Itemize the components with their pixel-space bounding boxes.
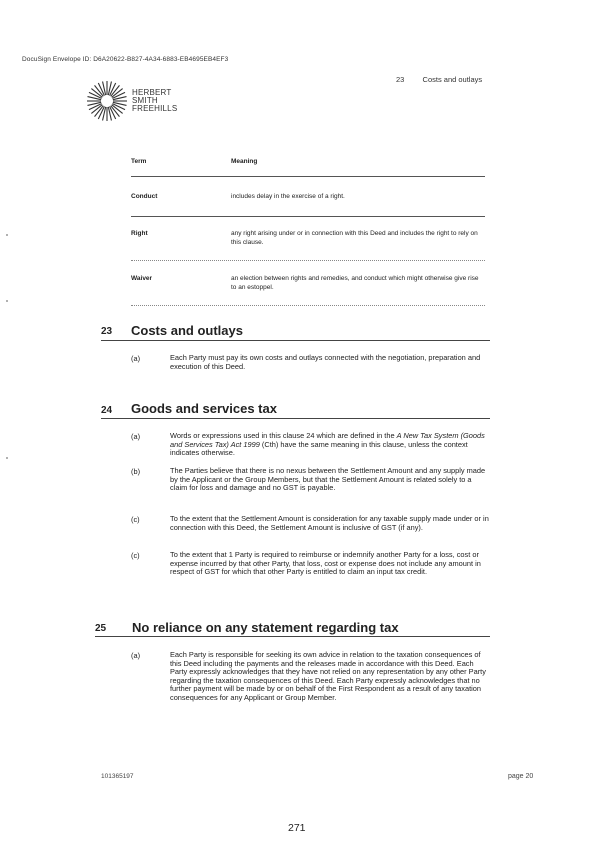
meaning-header: Meaning <box>231 158 258 165</box>
logo-line-3: FREEHILLS <box>132 104 178 113</box>
definition-term: Right <box>131 230 148 237</box>
paragraph-text: Each Party is responsible for seeking its own advice in relation to the taxation consequences of this Deed including the payments and the releases made in accordance with this Deed. Each Party expressly acknowledges that they have not relied on any representation by any other Party regarding the taxation consequences of this Deed. Each Party expressly acknowledges that no further payment will be made by or on behalf of the First Respondent as a result of any taxation consequences for any Applicant or Group Member. <box>170 650 486 702</box>
paragraph-text <box>170 432 490 458</box>
section-title: Goods and services tax <box>131 401 277 416</box>
definition-term: Waiver <box>131 275 153 282</box>
paragraph-label: (a) <box>131 651 141 660</box>
definition-row <box>131 217 485 261</box>
scan-speck <box>6 300 8 302</box>
paragraph-label: (a) <box>131 432 141 441</box>
paragraph-text: To the extent that 1 Party is required to reimburse or indemnify another Party for a loss, cost or expense incurred by that other Party, that loss, cost or expense does not include any amount in respect of GST for which that other Party is entitled to claim an input tax credit. <box>170 550 481 577</box>
paragraph-label: (a) <box>131 354 141 363</box>
term-header: Term <box>131 158 147 165</box>
running-header <box>396 75 482 84</box>
paragraph-text-part: Words or expressions used in this clause 24 which are defined in the <box>170 431 397 440</box>
paragraph-text: Each Party must pay its own costs and outlays connected with the negotiation, preparation and execution of this Deed. <box>170 353 481 371</box>
logo-text <box>132 89 177 113</box>
section-rule <box>101 340 490 341</box>
paragraph-label: (b) <box>131 467 141 476</box>
paragraph-label: (c) <box>131 515 140 524</box>
document-number: 101365197 <box>101 773 134 780</box>
act-title: A New Tax System (Goods and Services Tax) Act 1999 <box>170 431 485 449</box>
definitions-header-row <box>131 152 485 177</box>
definition-row <box>131 261 485 306</box>
paragraph-text-part: (Cth) have the same meaning in this clause, unless the context indicates otherwise. <box>170 439 468 458</box>
paragraph-label: (c) <box>131 551 140 560</box>
section-rule <box>95 636 490 637</box>
sunburst-logo-icon <box>86 80 128 122</box>
definition-term: Conduct <box>131 193 158 200</box>
page-number: 271 <box>288 822 306 834</box>
definition-row <box>131 177 485 217</box>
firm-logo <box>86 80 177 122</box>
definitions-table <box>131 152 485 306</box>
definition-meaning: any right arising under or in connection with this Deed and includes the right to rely on this clause. <box>231 230 478 246</box>
header-section-ref: 23 <box>396 75 405 84</box>
paragraph-text: The Parties believe that there is no nexus between the Settlement Amount and any supply made by the Applicant or the Group Members, but that the Settlement Amount is related solely to a claim for loss and damage and no GST is payable. <box>170 466 486 493</box>
section-rule <box>101 418 490 419</box>
section-number: 23 <box>101 326 113 337</box>
logo-line-2: SMITH <box>132 96 158 105</box>
header-section-title: Costs and outlays <box>422 75 483 84</box>
definition-meaning: an election between rights and remedies, and conduct which might otherwise give rise to an estoppel. <box>231 275 479 291</box>
section-title: No reliance on any statement regarding tax <box>132 620 399 635</box>
page-label: page 20 <box>508 773 534 780</box>
scan-speck <box>6 234 8 236</box>
section-number: 24 <box>101 405 113 416</box>
section-number: 25 <box>95 623 107 634</box>
scan-speck <box>6 457 8 459</box>
section-title: Costs and outlays <box>131 323 243 338</box>
envelope-id: DocuSign Envelope ID: D6A20622-B827-4A34-6883-EB4695EB4EF3 <box>22 56 229 63</box>
paragraph-text: To the extent that the Settlement Amount is consideration for any taxable supply made under or in connection with this Deed, the Settlement Amount is inclusive of GST (if any). <box>170 514 489 532</box>
definition-meaning: includes delay in the exercise of a right. <box>231 193 345 200</box>
logo-line-1: HERBERT <box>132 88 172 97</box>
